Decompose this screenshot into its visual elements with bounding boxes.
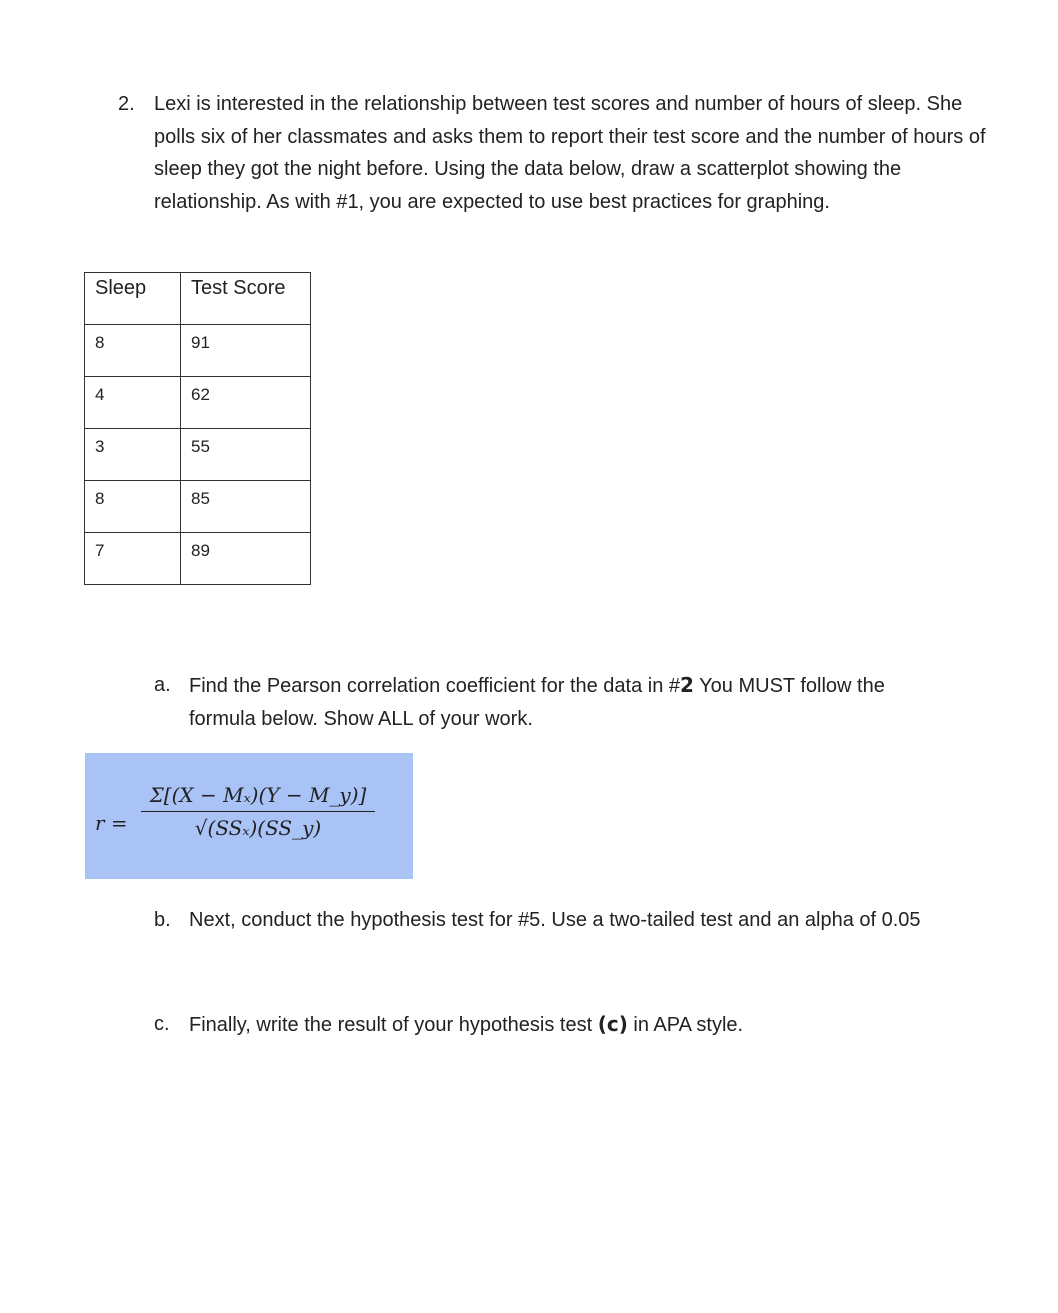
score-cell: 62 <box>181 377 311 429</box>
score-cell: 55 <box>181 429 311 481</box>
sleep-cell: 7 <box>85 533 181 585</box>
question-text: Lexi is interested in the relationship between test scores and number of hours of sleep. She polls six of her classmates and asks them to report their test score and the number of hours of sleep they got the night before. Using the data below, draw a scatterplot showing the relationship. As with #1, you are expected to use best practices for graphing. <box>154 93 986 213</box>
part-c-text-before: Finally, write the result of your hypothesis test <box>189 1014 598 1036</box>
question-2 <box>118 88 988 218</box>
part-a-letter: a. <box>154 674 171 696</box>
sleep-cell: 4 <box>85 377 181 429</box>
formula-denominator: √(SSₓ)(SS_y) <box>194 816 322 840</box>
part-c <box>154 1008 954 1042</box>
formula-lhs: r = <box>95 811 128 835</box>
sleep-cell: 3 <box>85 429 181 481</box>
formula-fraction <box>141 783 375 840</box>
handwritten-mark: 2 <box>680 673 694 697</box>
part-b-letter: b. <box>154 909 171 931</box>
table-row <box>85 481 311 533</box>
score-cell: 91 <box>181 325 311 377</box>
part-a <box>154 669 954 735</box>
part-b-text: Next, conduct the hypothesis test for #5. Use a two-tailed test and an alpha of 0.05 <box>189 909 921 931</box>
table-row <box>85 325 311 377</box>
part-b <box>154 904 984 937</box>
question-number: 2. <box>118 93 135 115</box>
part-a-text-before: Find the Pearson correlation coefficient for the data in # <box>189 675 681 697</box>
part-a-text-after: You MUST follow the formula below. Show ALL of your work. <box>189 675 885 730</box>
part-a-text <box>189 669 954 735</box>
handwritten-mark: (c) <box>597 1012 628 1036</box>
score-cell: 85 <box>181 481 311 533</box>
table-row <box>85 429 311 481</box>
formula-numerator: Σ[(X − Mₓ)(Y − M_y)] <box>141 783 375 812</box>
header-test-score: Test Score <box>181 273 311 325</box>
table-row <box>85 377 311 429</box>
data-table <box>84 272 311 585</box>
part-c-letter: c. <box>154 1013 170 1035</box>
table-row <box>85 533 311 585</box>
score-cell: 89 <box>181 533 311 585</box>
sleep-cell: 8 <box>85 325 181 377</box>
sleep-cell: 8 <box>85 481 181 533</box>
part-c-text <box>189 1008 954 1042</box>
formula-box <box>85 753 413 879</box>
header-sleep: Sleep <box>85 273 181 325</box>
part-c-text-after: in APA style. <box>627 1014 744 1036</box>
table-header-row <box>85 273 311 325</box>
